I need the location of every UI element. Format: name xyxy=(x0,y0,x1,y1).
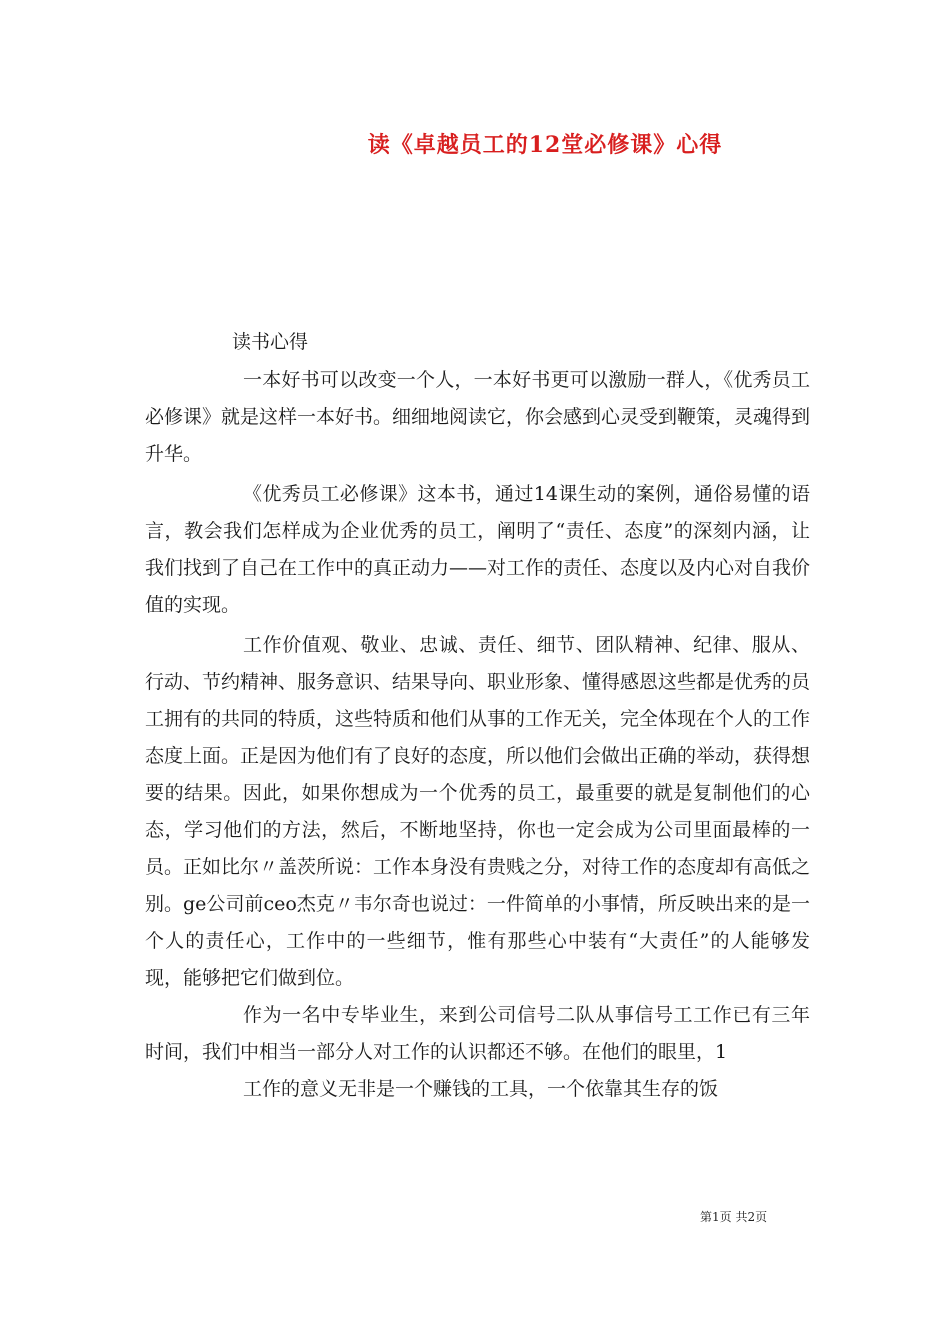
document-body xyxy=(145,362,810,1108)
section-heading: 读书心得 xyxy=(232,331,309,353)
page-footer: 第1页 共2页 xyxy=(700,1210,768,1224)
document-title: 读《卓越员工的12堂必修课》心得 xyxy=(367,132,723,158)
paragraph-5: 工作的意义无非是一个赚钱的工具，一个依靠其生存的饭 xyxy=(243,1078,719,1100)
paragraph-1: 一本好书可以改变一个人，一本好书更可以激励一群人，《优秀员工必修课》就是这样一本好书。细细地阅读它，你会感到心灵受到鞭策，灵魂得到升华。 xyxy=(145,369,811,465)
paragraph-2: 《优秀员工必修课》这本书，通过14课生动的案例，通俗易懂的语言，教会我们怎样成为企业优秀的员工，阐明了“责任、态度”的深刻内涵，让我们找到了自己在工作中的真正动力——对工作的责任、态度以及内心对自我价值的实现。 xyxy=(145,483,811,616)
paragraph-3: 工作价值观、敬业、忠诚、责任、细节、团队精神、纪律、服从、行动、节约精神、服务意识、结果导向、职业形象、懂得感恩这些都是优秀的员工拥有的共同的特质，这些特质和他们从事的工作无关，完全体现在个人的工作态度上面。正是因为他们有了良好的态度，所以他们会做出正确的举动，获得想要的结果。因此，如果你想成为一个优秀的员工，最重要的就是复制他们的心态，学习他们的方法，然后，不断地坚持，你也一定会成为公司里面最棒的一员。正如比尔〃盖茨所说：工作本身没有贵贱之分，对待工作的态度却有高低之别。ge公司前ceo杰克〃韦尔奇也说过：一件简单的小事情，所反映出来的是一个人的责任心，工作中的一些细节，惟有那些心中装有“大责任”的人能够发现，能够把它们做到位。 xyxy=(145,634,811,989)
paragraph-4: 作为一名中专毕业生，来到公司信号二队从事信号工工作已有三年时间，我们中相当一部分人对工作的认识都还不够。在他们的眼里，1 xyxy=(145,1004,810,1063)
